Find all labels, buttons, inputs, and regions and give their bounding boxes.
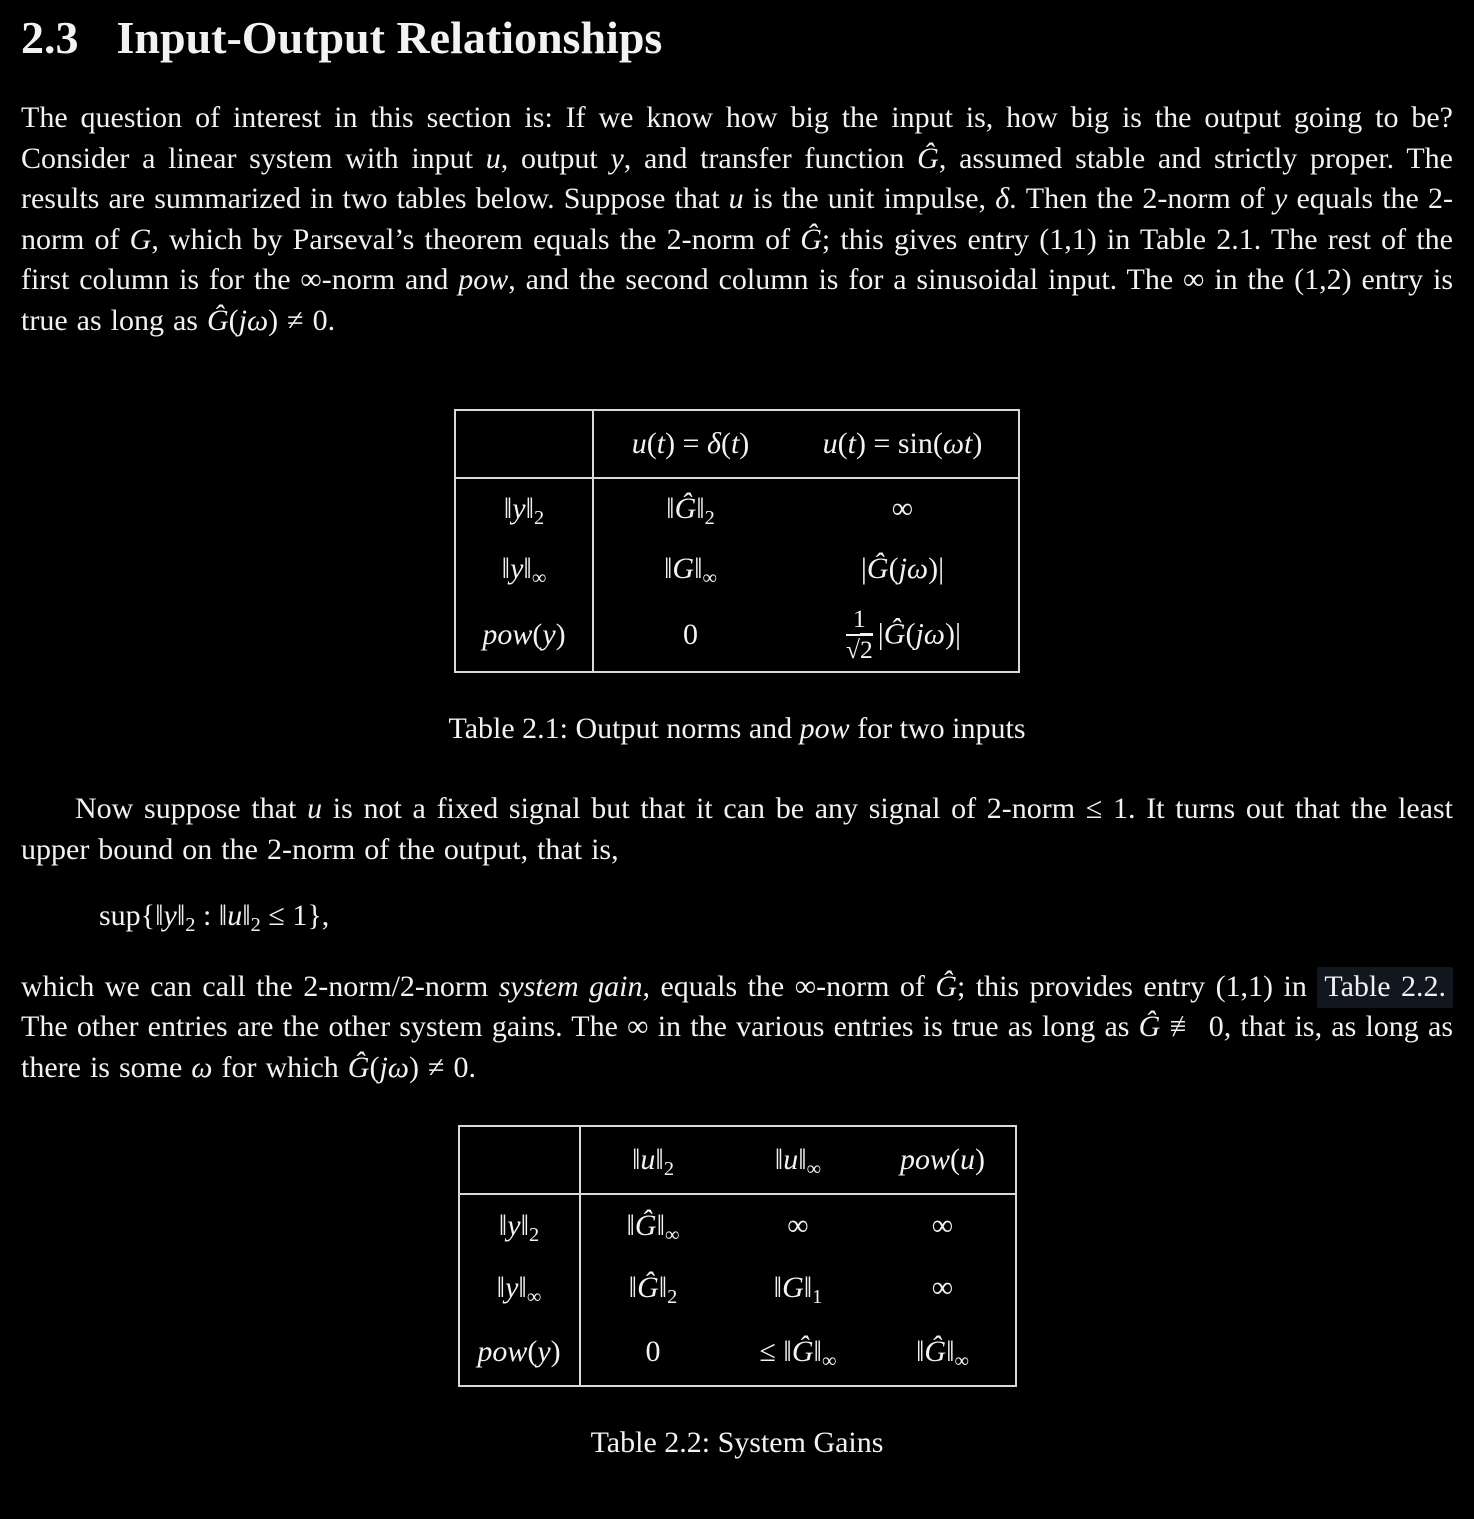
table-2.1-row-label: $‖y‖_\infty$ <box>455 539 593 599</box>
table-row <box>459 1319 1016 1386</box>
section-heading <box>21 14 1453 62</box>
table-row <box>459 1126 1016 1194</box>
one-over-sqrt2-fraction: $\frac{1}{√2}$ <box>846 604 873 664</box>
equation-sup-gain: $sup\{‖y‖_2$ : $‖u‖_2 \le 1$}, <box>99 899 330 937</box>
table-2.1-col-header-impulse: u(t) = δ(t) <box>593 410 787 478</box>
table-2.2-caption: Table 2.2: System Gains <box>590 1426 884 1459</box>
table-2.2-cell: $‖Ĝ‖_\infty$ <box>626 1208 680 1246</box>
table-row <box>459 1257 1016 1319</box>
table-2.1-row-label: pow(y) <box>455 599 593 672</box>
table-2.1-cell: $‖Ĝ‖_2$ <box>666 491 715 529</box>
table-row <box>459 1194 1016 1257</box>
section-number: 2.3 <box>21 12 79 63</box>
table-2.2-cell: 0 <box>645 1334 661 1368</box>
table-2.2-row-label: pow(y) <box>459 1319 580 1386</box>
table-2.1-cell: $\frac{1}{√2}$ |Ĝ(jω)| <box>846 604 961 664</box>
table-2.2-cell: ∞ <box>931 1208 954 1242</box>
table-2.2 <box>458 1125 1017 1387</box>
table-2.2-cell: $‖Ĝ‖_\infty$ <box>915 1334 970 1372</box>
table-2.1-figure <box>21 409 1453 749</box>
table-2.1-stub-cell <box>455 410 593 478</box>
table-row <box>455 599 1019 672</box>
table-2.1-caption: Table 2.1: Output norms and pow for two inputs <box>448 712 1026 745</box>
table-row <box>455 410 1019 478</box>
table-2.2-cell: $‖Ĝ‖_2$ <box>628 1270 678 1308</box>
table-2.2-cell: $‖G‖_1$ <box>773 1270 823 1308</box>
table-2.1-row-label: $‖y‖_2$ <box>455 478 593 539</box>
table-2.1-cell: 0 <box>683 617 698 651</box>
table-2.1-cell: |Ĝ(jω)| <box>860 551 945 585</box>
table-2.2-stub-cell <box>459 1126 580 1194</box>
table-2.2-col-header-u2: $‖u‖_2$ <box>580 1126 726 1194</box>
table-2.2-cell: ∞ <box>787 1208 809 1242</box>
table-2.1-cell: $‖G‖_\infty$ <box>663 551 718 589</box>
table-2.1 <box>454 409 1020 673</box>
paragraph-system-gain: which we can call the 2-norm/2-norm system gain, equals the ∞-norm of Ĝ; this provides entry (1,1) in Table 2.2. The other entries are the other system gains. The ∞ in the various entries is true as long as Ĝ ≢ 0, that is, as long as there is some ω for which Ĝ(jω) ≠ 0. <box>21 967 1453 1089</box>
paragraph-intro: The question of interest in this section is: If we know how big the input is, how big is the output going to be? Consider a linear system with input u, output y, and transfer function Ĝ, assumed stable and strictly proper. The results are summarized in two tables below. Suppose that u is the unit impulse, δ. Then the 2-norm of y equals the 2-norm of G, which by Parseval’s theorem equals the 2-norm of Ĝ; this gives entry (1,1) in Table 2.1. The rest of the first column is for the ∞-norm and pow, and the second column is for a sinusoidal input. The ∞ in the (1,2) entry is true as long as Ĝ(jω) ≠ 0. <box>21 101 1453 337</box>
table-row <box>455 478 1019 539</box>
table-2.2-reference-link[interactable]: Table 2.2. <box>1317 967 1453 1008</box>
table-row <box>455 539 1019 599</box>
table-2.1-cell: ∞ <box>891 491 914 525</box>
table-2.2-cell: ∞ <box>931 1270 954 1304</box>
table-2.2-cell: ≤ $‖Ĝ‖_\infty$ <box>759 1334 837 1372</box>
paragraph-now-suppose: Now suppose that u is not a fixed signal but that it can be any signal of 2-norm ≤ 1. It turns out that the least upper bound on the 2-norm of the output, that is, <box>21 792 1453 866</box>
table-2.1-col-header-sinusoid: u(t) = sin(ωt) <box>787 410 1019 478</box>
table-2.2-figure <box>21 1125 1453 1463</box>
table-2.2-col-header-powu: pow(u) <box>871 1126 1016 1194</box>
section-title: Input-Output Relationships <box>116 12 663 63</box>
table-2.2-col-header-uinf: $‖u‖_\infty$ <box>726 1126 871 1194</box>
table-2.2-row-label: $‖y‖_2$ <box>459 1194 580 1257</box>
table-2.2-row-label: $‖y‖_\infty$ <box>459 1257 580 1319</box>
